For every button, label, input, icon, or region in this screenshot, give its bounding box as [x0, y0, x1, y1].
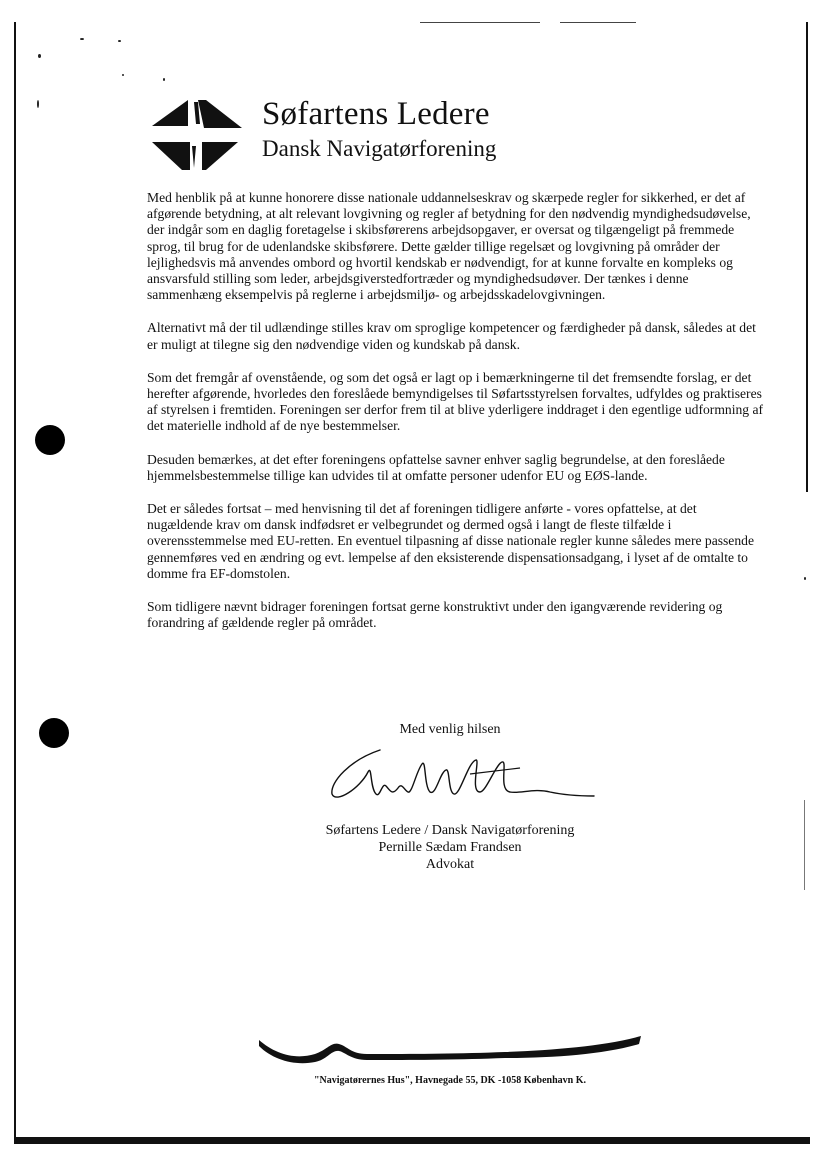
scan-speck: [118, 40, 121, 42]
signature-block: [250, 822, 650, 873]
footer-wave-logo: [255, 1030, 645, 1070]
letter-body: [147, 190, 764, 648]
org-subtitle: Dansk Navigatørforening: [262, 136, 497, 161]
scan-speck: [80, 38, 84, 40]
page-border-right: [806, 22, 808, 492]
scan-speck: [38, 54, 41, 58]
paragraph: Desuden bemærkes, at det efter foreningens opfattelse savner enhver saglig begrundelse, at den foreslåede hjemmelsbestemmelse tillige kan udvides til at omfatte personer udenfor EU og EØS-lande.: [147, 451, 725, 483]
paragraph: Det er således fortsat – med henvisning til det af foreningen tidligere anførte - vores opfattelse, at det nugældende krav om dansk indfødsret er velbegrundet og dermed også i langt de fleste tilfælde i overensstemmelse med EU-retten. En eventuel tilpasning af disse nationale regler kunne således mere passende gennemføres ved en ændring og evt. lempelse af den eksisterende dispensationsadgang, i lyset af de omtalte to domme fra EF-domstolen.: [147, 501, 754, 581]
paragraph: Som det fremgår af ovenstående, og som det også er lagt op i bemærkningerne til det fremsendte forslag, er det herefter afgørende, hvorledes den foreslåede bemyndigelses til Søfartsstyrelsen forvaltes, udfyldes og praktiseres af styrelsen i fremtiden. Foreningen ser derfor frem til at blive yderligere inddraget i den egentlige udformning af det materielle indhold af de nye bestemmelser.: [147, 369, 764, 434]
org-name: Søfartens Ledere: [262, 96, 490, 132]
page-border-left: [14, 22, 16, 1138]
scan-speck: [122, 74, 124, 76]
signer-name: Pernille Sædam Frandsen: [378, 840, 522, 855]
paragraph: Alternativt må der til udlændinge stilles krav om sproglige kompetencer og færdigheder på dansk, således at det er muligt at tilegne sig den nødvendige viden og kundskab på dansk.: [147, 320, 756, 352]
salutation: Med venlig hilsen: [399, 722, 501, 737]
scan-speck: [804, 577, 806, 580]
page-border-bottom: [14, 1137, 810, 1144]
footer-address: "Navigatørernes Hus", Havnegade 55, DK -1058 København K.: [313, 1075, 587, 1086]
punch-hole: [35, 425, 65, 455]
signer-title: Advokat: [425, 857, 475, 872]
signer-organization: Søfartens Ledere / Dansk Navigatørforening: [325, 823, 575, 838]
punch-hole: [39, 718, 69, 748]
top-rule: [420, 22, 540, 23]
letterhead: [150, 96, 530, 174]
compass-logo-icon: [150, 96, 242, 172]
scan-speck: [163, 78, 165, 81]
paragraph: Som tidligere nævnt bidrager foreningen fortsat gerne konstruktivt under den igangværende revidering og forandring af gældende regler på området.: [147, 599, 723, 631]
scan-speck: [37, 100, 39, 108]
top-rule: [560, 22, 636, 23]
paragraph: Med henblik på at kunne honorere disse nationale uddannelseskrav og skærpede regler for sikkerhed, er det af afgørende betydning, at alt relevant lovgivning og regler af betydning for den nødvendig myndighedsudøvelse, der indgår som en daglig foretagelse i skibsførerens arbejdsopgaver, er oversat og tilgængeligt på fremmede sprog, til brug for de udenlandske skibsførere. Dette gælder tillige regelsæt og lovgivning på områder der lejlighedsvis må anvendes ombord og hvortil kendskab er nødvendigt, for at kunne forvalte en kompleks og ansvarsfuld stilling som leder, arbejdsgiverstedfortræder og myndighedsudøver. Der tænkes i denne sammenhæng eksempelvis på reglerne i arbejdsmiljø- og arbejdsskadelovgivningen.: [147, 190, 751, 303]
handwritten-signature: [320, 742, 600, 812]
scan-speck: [804, 800, 805, 890]
